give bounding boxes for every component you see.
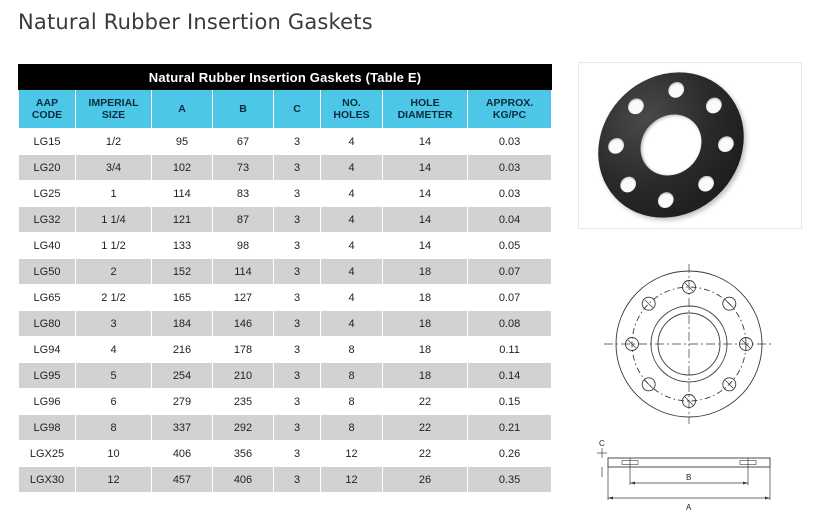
table-cell: 1 — [76, 181, 152, 207]
column-header-imperial-size — [76, 90, 152, 129]
table-cell: 18 — [383, 337, 468, 363]
table-cell: 216 — [152, 337, 213, 363]
column-header-aap-code — [19, 90, 76, 129]
spec-table-container — [18, 64, 551, 493]
table-row — [19, 415, 552, 441]
table-cell: 4 — [321, 285, 383, 311]
cell-aap-code: LG98 — [19, 415, 76, 441]
table-cell: 8 — [321, 337, 383, 363]
table-cell: 0.04 — [468, 207, 552, 233]
table-cell: 3 — [274, 233, 321, 259]
table-cell: 102 — [152, 155, 213, 181]
table-row — [19, 467, 552, 493]
cell-aap-code: LGX25 — [19, 441, 76, 467]
column-header-line: DIAMETER — [397, 109, 453, 121]
table-cell: 1 1/4 — [76, 207, 152, 233]
gasket-profile — [608, 458, 770, 467]
table-cell: 337 — [152, 415, 213, 441]
table-cell: 3 — [274, 389, 321, 415]
table-cell: 3 — [274, 467, 321, 493]
table-cell: 14 — [383, 129, 468, 155]
gasket-bolt-hole — [620, 175, 637, 194]
table-cell: 4 — [76, 337, 152, 363]
gasket-bolt-hole — [657, 191, 674, 210]
gasket-image — [591, 62, 751, 229]
column-header-b: B — [213, 90, 274, 129]
table-row — [19, 311, 552, 337]
table-cell: 3 — [274, 259, 321, 285]
table-row — [19, 155, 552, 181]
table-cell: 3 — [274, 207, 321, 233]
table-cell: 4 — [321, 129, 383, 155]
table-cell: 3 — [76, 311, 152, 337]
cell-aap-code: LG40 — [19, 233, 76, 259]
table-cell: 6 — [76, 389, 152, 415]
table-cell: 292 — [213, 415, 274, 441]
cell-aap-code: LG15 — [19, 129, 76, 155]
table-cell: 2 — [76, 259, 152, 285]
table-row — [19, 389, 552, 415]
table-cell: 4 — [321, 233, 383, 259]
table-cell: 2 1/2 — [76, 285, 152, 311]
table-cell: 5 — [76, 363, 152, 389]
table-cell: 184 — [152, 311, 213, 337]
table-cell: 73 — [213, 155, 274, 181]
column-header-line: NO. — [342, 97, 361, 109]
table-row — [19, 207, 552, 233]
gasket-bolt-hole — [697, 174, 714, 193]
side-view-svg — [578, 440, 800, 512]
column-header-line: IMPERIAL — [88, 97, 139, 109]
table-cell: 146 — [213, 311, 274, 337]
gasket-bolt-hole — [608, 136, 625, 155]
column-header-a: A — [152, 90, 213, 129]
table-cell: 12 — [321, 467, 383, 493]
table-cell: 0.11 — [468, 337, 552, 363]
table-cell: 0.03 — [468, 155, 552, 181]
table-cell: 14 — [383, 233, 468, 259]
cell-aap-code: LG25 — [19, 181, 76, 207]
table-cell: 12 — [321, 441, 383, 467]
table-cell: 22 — [383, 389, 468, 415]
table-cell: 22 — [383, 415, 468, 441]
cell-aap-code: LG95 — [19, 363, 76, 389]
table-cell: 279 — [152, 389, 213, 415]
table-caption-row — [19, 65, 552, 90]
column-header-line: AAP — [35, 97, 59, 109]
table-cell: 95 — [152, 129, 213, 155]
table-cell: 18 — [383, 259, 468, 285]
table-row — [19, 233, 552, 259]
column-header-line: APPROX. — [485, 97, 534, 109]
column-header-line: SIZE — [101, 109, 126, 121]
column-header-line: KG/PC — [492, 109, 527, 121]
cell-aap-code: LG96 — [19, 389, 76, 415]
gasket-bolt-hole — [717, 135, 734, 154]
column-header-approx-kg-pc — [468, 90, 552, 129]
cell-aap-code: LG94 — [19, 337, 76, 363]
table-cell: 0.07 — [468, 259, 552, 285]
table-cell: 67 — [213, 129, 274, 155]
table-row — [19, 285, 552, 311]
table-cell: 14 — [383, 155, 468, 181]
gasket-bolt-hole — [705, 96, 722, 115]
front-view-svg — [578, 258, 800, 433]
table-cell: 0.03 — [468, 129, 552, 155]
table-cell: 3 — [274, 311, 321, 337]
table-cell: 0.05 — [468, 233, 552, 259]
table-cell: 235 — [213, 389, 274, 415]
table-row — [19, 181, 552, 207]
column-header-line: CODE — [31, 109, 63, 121]
column-header-c: C — [274, 90, 321, 129]
table-cell: 14 — [383, 181, 468, 207]
table-cell: 406 — [152, 441, 213, 467]
table-header-row — [19, 90, 552, 129]
table-cell: 8 — [321, 363, 383, 389]
table-row — [19, 337, 552, 363]
table-row — [19, 129, 552, 155]
table-cell: 10 — [76, 441, 152, 467]
table-cell: 8 — [76, 415, 152, 441]
table-cell: 83 — [213, 181, 274, 207]
table-cell: 165 — [152, 285, 213, 311]
table-cell: 12 — [76, 467, 152, 493]
table-cell: 3 — [274, 363, 321, 389]
cell-aap-code: LG80 — [19, 311, 76, 337]
table-cell: 0.21 — [468, 415, 552, 441]
table-cell: 3/4 — [76, 155, 152, 181]
table-cell: 406 — [213, 467, 274, 493]
table-cell: 1/2 — [76, 129, 152, 155]
table-cell: 114 — [213, 259, 274, 285]
table-cell: 22 — [383, 441, 468, 467]
table-cell: 3 — [274, 441, 321, 467]
table-cell: 457 — [152, 467, 213, 493]
table-cell: 152 — [152, 259, 213, 285]
table-cell: 3 — [274, 155, 321, 181]
table-body — [19, 129, 552, 493]
cell-aap-code: LG65 — [19, 285, 76, 311]
table-cell: 0.08 — [468, 311, 552, 337]
table-cell: 18 — [383, 285, 468, 311]
table-cell: 87 — [213, 207, 274, 233]
table-cell: 8 — [321, 415, 383, 441]
table-cell: 18 — [383, 363, 468, 389]
table-cell: 8 — [321, 389, 383, 415]
table-cell: 3 — [274, 337, 321, 363]
table-cell: 4 — [321, 155, 383, 181]
table-row — [19, 363, 552, 389]
spec-table — [18, 64, 552, 493]
table-cell: 254 — [152, 363, 213, 389]
table-cell: 0.14 — [468, 363, 552, 389]
table-cell: 4 — [321, 259, 383, 285]
table-cell: 3 — [274, 415, 321, 441]
gasket-bore — [638, 109, 705, 181]
table-row — [19, 441, 552, 467]
dim-label-c: C — [599, 440, 605, 448]
table-caption: Natural Rubber Insertion Gaskets (Table E) — [19, 65, 552, 90]
cell-aap-code: LG20 — [19, 155, 76, 181]
table-cell: 98 — [213, 233, 274, 259]
column-header-no-holes — [321, 90, 383, 129]
table-row — [19, 259, 552, 285]
table-cell: 18 — [383, 311, 468, 337]
table-cell: 3 — [274, 285, 321, 311]
gasket-bolt-hole — [627, 97, 644, 116]
table-cell: 133 — [152, 233, 213, 259]
table-cell: 356 — [213, 441, 274, 467]
table-cell: 4 — [321, 181, 383, 207]
table-cell: 3 — [274, 129, 321, 155]
cell-aap-code: LGX30 — [19, 467, 76, 493]
table-cell: 114 — [152, 181, 213, 207]
gasket-bolt-hole — [668, 81, 685, 100]
product-photo — [578, 62, 802, 229]
table-cell: 121 — [152, 207, 213, 233]
column-header-hole-diameter — [383, 90, 468, 129]
table-cell: 0.26 — [468, 441, 552, 467]
dim-label-a: A — [686, 503, 692, 512]
table-cell: 178 — [213, 337, 274, 363]
table-cell: 4 — [321, 311, 383, 337]
column-header-line: HOLES — [333, 109, 370, 121]
table-cell: 26 — [383, 467, 468, 493]
table-cell: 3 — [274, 181, 321, 207]
cell-aap-code: LG50 — [19, 259, 76, 285]
table-cell: 0.07 — [468, 285, 552, 311]
table-cell: 210 — [213, 363, 274, 389]
drawing-front-view — [578, 258, 800, 433]
drawing-side-view — [578, 440, 800, 512]
table-cell: 4 — [321, 207, 383, 233]
table-cell: 1 1/2 — [76, 233, 152, 259]
column-header-line: HOLE — [410, 97, 440, 109]
table-cell: 0.35 — [468, 467, 552, 493]
table-cell: 0.15 — [468, 389, 552, 415]
table-cell: 127 — [213, 285, 274, 311]
page-title: Natural Rubber Insertion Gaskets — [18, 10, 373, 34]
table-cell: 14 — [383, 207, 468, 233]
dim-label-b: B — [686, 473, 692, 482]
cell-aap-code: LG32 — [19, 207, 76, 233]
table-cell: 0.03 — [468, 181, 552, 207]
